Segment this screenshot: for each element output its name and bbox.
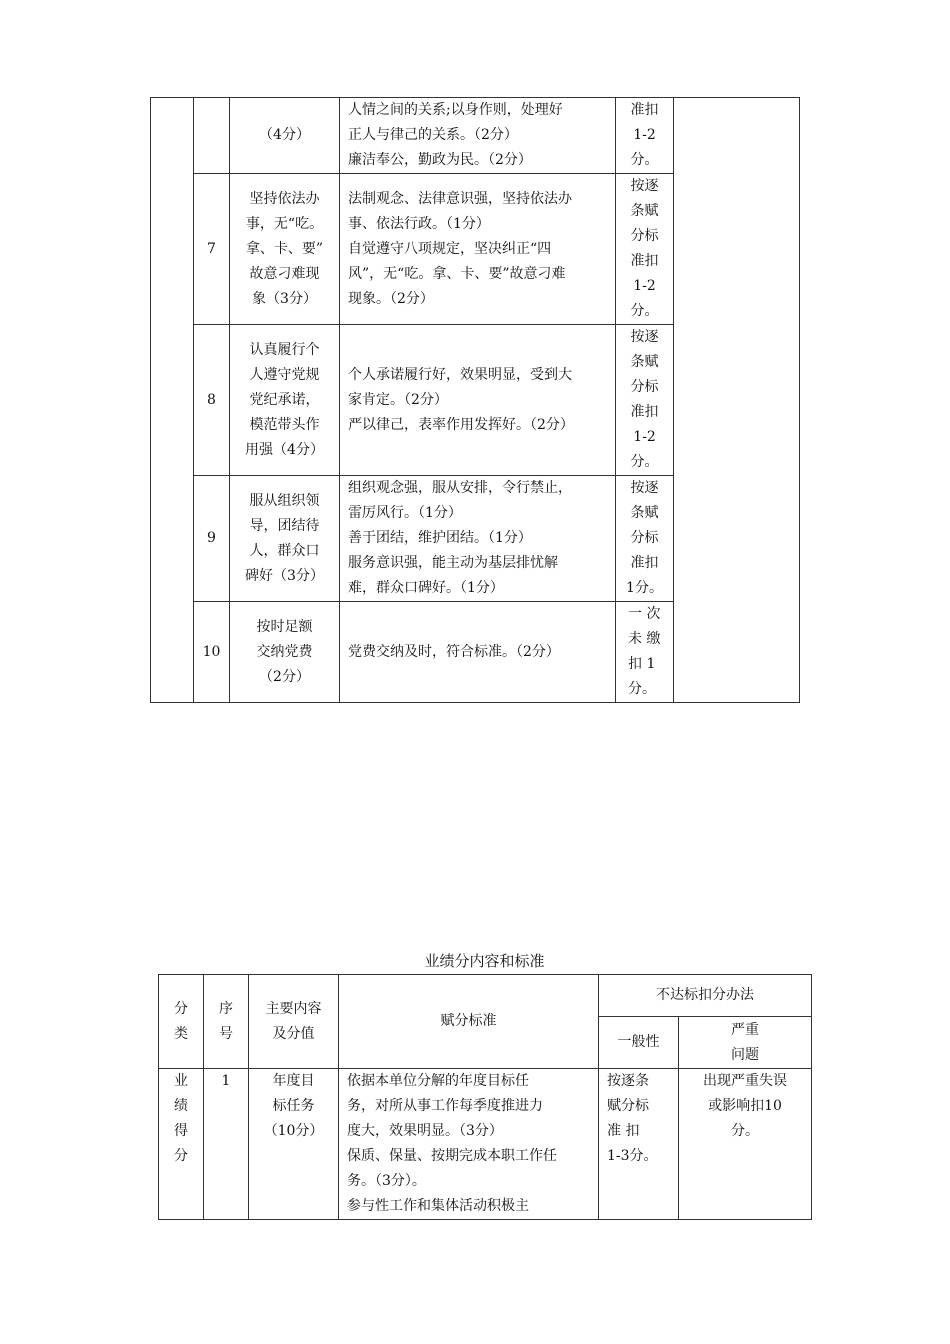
row-number: 8 <box>194 325 230 476</box>
table-row <box>151 98 800 174</box>
conduct-score-table <box>150 97 800 703</box>
header-item: 主要内容 及分值 <box>249 975 339 1069</box>
criteria-text: 组织观念强，服从安排，令行禁止， 雷厉风行。（1分） 善于团结，维护团结。（1分） 服务意识强，能主动为基层排忧解 难，群众口碑好。（1分） <box>340 476 616 602</box>
category-cell: 业 绩 得 分 <box>159 1069 204 1220</box>
serious-issue-cell <box>674 98 800 703</box>
row-number: 10 <box>194 602 230 703</box>
general-deduction: 按逐条 赋分标 准 扣 1-3分。 <box>599 1069 679 1220</box>
criteria-text: 法制观念、法律意识强，坚持依法办 事、依法行政。（1分） 自觉遵守八项规定，坚决纠正“四 风”，无“吃。拿、卡、要”故意刁难 现象。（2分） <box>340 174 616 325</box>
item-content: 认真履行个 人遵守党规 党纪承诺， 模范带头作 用强（4分） <box>230 325 340 476</box>
category-cell <box>151 98 194 703</box>
deduction-text: 一 次 未 缴 扣 1 分。 <box>616 602 674 703</box>
header-general: 一般性 <box>599 1017 679 1069</box>
item-content: 服从组织领 导，团结待 人，群众口 碑好（3分） <box>230 476 340 602</box>
item-content: （4分） <box>230 98 340 174</box>
serious-deduction: 出现严重失误 或影响扣10 分。 <box>679 1069 812 1220</box>
row-number <box>194 98 230 174</box>
row-number: 1 <box>204 1069 249 1220</box>
header-category: 分 类 <box>159 975 204 1069</box>
header-criteria: 赋分标准 <box>339 975 599 1069</box>
row-number: 9 <box>194 476 230 602</box>
deduction-text: 按逐 条赋 分标 准扣 1分。 <box>616 476 674 602</box>
header-number: 序 号 <box>204 975 249 1069</box>
item-content: 年度目 标任务 （10分） <box>249 1069 339 1220</box>
criteria-text: 依据本单位分解的年度目标任 务，对所从事工作每季度推进力 度大，效果明显。（3分） 保质、保量、按期完成本职工作任 务。（3分）。 参与性工作和集体活动积极主 <box>339 1069 599 1220</box>
criteria-text: 党费交纳及时，符合标准。（2分） <box>340 602 616 703</box>
criteria-text: 人情之间的关系;以身作则，处理好 正人与律己的关系。（2分） 廉洁奉公，勤政为民。（2分） <box>340 98 616 174</box>
criteria-text: 个人承诺履行好，效果明显，受到大 家肯定。（2分） 严以律己，表率作用发挥好。（2分） <box>340 325 616 476</box>
deduction-text: 按逐 条赋 分标 准扣 1-2 分。 <box>616 325 674 476</box>
header-serious: 严重 问题 <box>679 1017 812 1069</box>
deduction-text: 按逐 条赋 分标 准扣 1-2 分。 <box>616 174 674 325</box>
performance-score-table <box>158 974 812 1220</box>
header-row <box>159 975 812 1017</box>
item-content: 按时足额 交纳党费 （2分） <box>230 602 340 703</box>
table-row <box>159 1069 812 1220</box>
table-title: 业绩分内容和标准 <box>424 952 545 970</box>
item-content: 坚持依法办 事，无“吃。 拿、卡、要” 故意刁难现 象（3分） <box>230 174 340 325</box>
row-number: 7 <box>194 174 230 325</box>
header-deduction-group: 不达标扣分办法 <box>599 975 812 1017</box>
deduction-text: 准扣 1-2 分。 <box>616 98 674 174</box>
